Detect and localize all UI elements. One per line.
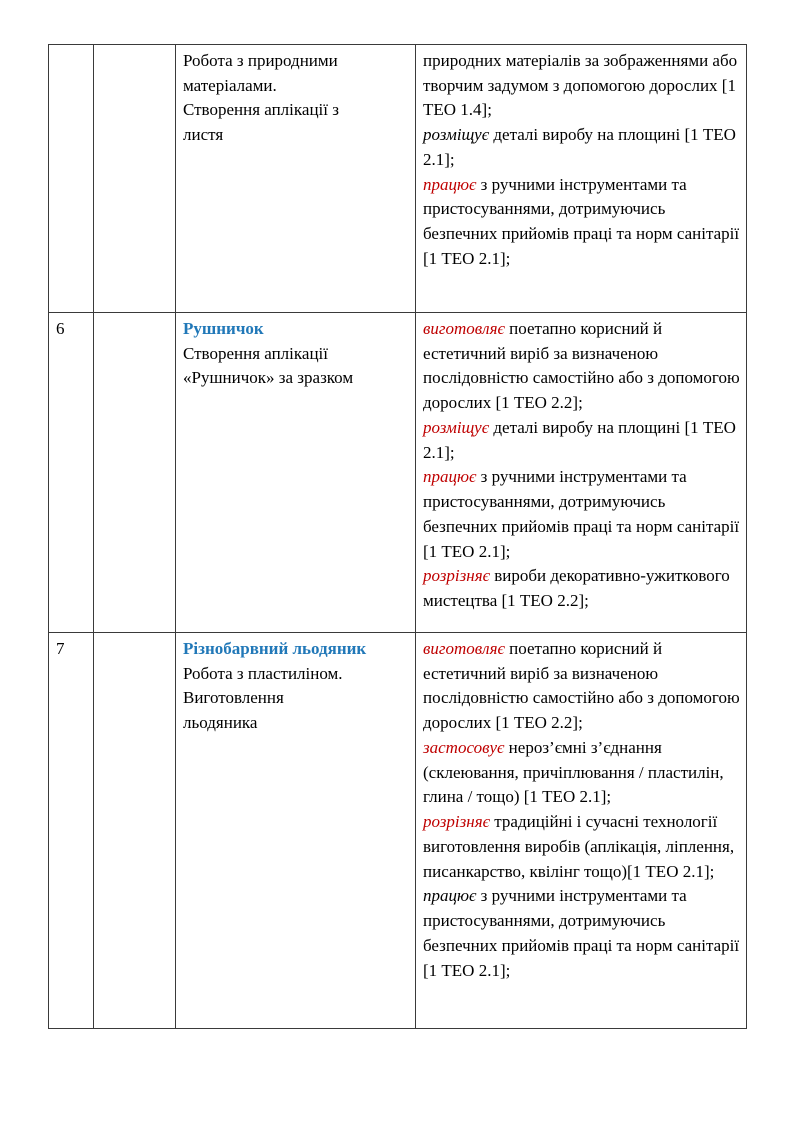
- cell-row-number: 6: [49, 313, 94, 633]
- cell-row-number: 7: [49, 633, 94, 1029]
- topic-line: льодяника: [183, 713, 258, 733]
- outcome-paragraph: [423, 173, 740, 272]
- outcome-paragraph: [423, 564, 740, 613]
- table-row: [49, 633, 747, 1029]
- cell-hours: [94, 633, 176, 1029]
- cell-learning-outcomes: [416, 313, 747, 633]
- topic-heading: Різнобарвний льодяник: [183, 639, 367, 658]
- outcome-paragraph: [423, 637, 740, 736]
- cell-row-number: [49, 45, 94, 313]
- topic-line: Робота з пластиліном.: [183, 663, 343, 683]
- outcome-term-highlight: застосовує: [423, 737, 505, 757]
- topic-heading: Рушничок: [183, 319, 264, 338]
- table-row: [49, 313, 747, 633]
- outcome-text: поетапно корисний й естетичний виріб за визначеною послідовністю самостійно або з допомогою дорослих [1 ТЕО 2.2];: [423, 639, 740, 733]
- outcome-term-italic: розміщує: [423, 125, 490, 145]
- cell-hours: [94, 45, 176, 313]
- topic-line: Створення аплікації: [183, 343, 328, 363]
- table-body: [49, 45, 747, 1029]
- topic-line: Робота з природними: [183, 51, 338, 70]
- curriculum-table: [48, 44, 747, 1029]
- outcome-term-highlight: працює: [423, 174, 477, 194]
- topic-line: Виготовлення: [183, 688, 284, 708]
- cell-hours: [94, 313, 176, 633]
- outcome-paragraph: [423, 416, 740, 465]
- outcome-text: вироби декоративно-ужиткового мистецтва [1 ТЕО 2.2];: [423, 566, 730, 611]
- outcome-text: традиційні і сучасні технології виготовлення виробів (аплікація, ліплення, писанкарство, квілінг тощо)[1 ТЕО 2.1];: [423, 812, 735, 881]
- cell-topic: [176, 313, 416, 633]
- cell-topic: [176, 633, 416, 1029]
- outcome-text: з ручними інструментами та пристосуваннями, дотримуючись безпечних прийомів праці та норм санітарії [1 ТЕО 2.1];: [423, 886, 740, 980]
- outcome-term-italic: працює: [423, 886, 477, 906]
- outcome-term-highlight: розрізняє: [423, 566, 491, 586]
- outcome-text: деталі виробу на площині [1 ТЕО 2.1];: [423, 125, 736, 169]
- outcome-term-highlight: розміщує: [423, 417, 490, 437]
- topic-line: листя: [183, 125, 224, 145]
- outcome-paragraph: [423, 810, 740, 983]
- outcome-paragraph: [423, 317, 740, 416]
- topic-line: «Рушничок» за зразком: [183, 368, 354, 388]
- outcome-text: поетапно корисний й естетичний виріб за визначеною послідовністю самостійно або з допомогою дорослих [1 ТЕО 2.2];: [423, 319, 740, 413]
- outcome-paragraph: [423, 49, 740, 123]
- outcome-text: нероз’ємні з’єднання (склеювання, причіплювання / пластилін, глина / тощо) [1 ТЕО 2.1];: [423, 737, 724, 807]
- cell-learning-outcomes: [416, 633, 747, 1029]
- outcome-term-highlight: розрізняє: [423, 812, 491, 832]
- outcome-term-highlight: виготовляє: [423, 639, 505, 658]
- table-row: [49, 45, 747, 313]
- topic-line: Створення аплікації з: [183, 100, 339, 120]
- outcome-paragraph: [423, 736, 740, 810]
- outcome-paragraph: [423, 465, 740, 564]
- outcome-text: природних матеріалів за зображеннями або творчим задумом з допомогою дорослих [1 ТЕО 1.4];: [423, 51, 738, 120]
- cell-topic: [176, 45, 416, 313]
- topic-line: матеріалами.: [183, 75, 277, 95]
- outcome-term-highlight: працює: [423, 467, 477, 487]
- outcome-term-highlight: виготовляє: [423, 319, 505, 338]
- outcome-text: деталі виробу на площині [1 ТЕО 2.1];: [423, 417, 736, 462]
- outcome-paragraph: [423, 123, 740, 172]
- outcome-text: з ручними інструментами та пристосуваннями, дотримуючись безпечних прийомів праці та норм санітарії [1 ТЕО 2.1];: [423, 174, 740, 268]
- outcome-text: з ручними інструментами та пристосуваннями, дотримуючись безпечних прийомів праці та норм санітарії [1 ТЕО 2.1];: [423, 467, 740, 561]
- cell-learning-outcomes: [416, 45, 747, 313]
